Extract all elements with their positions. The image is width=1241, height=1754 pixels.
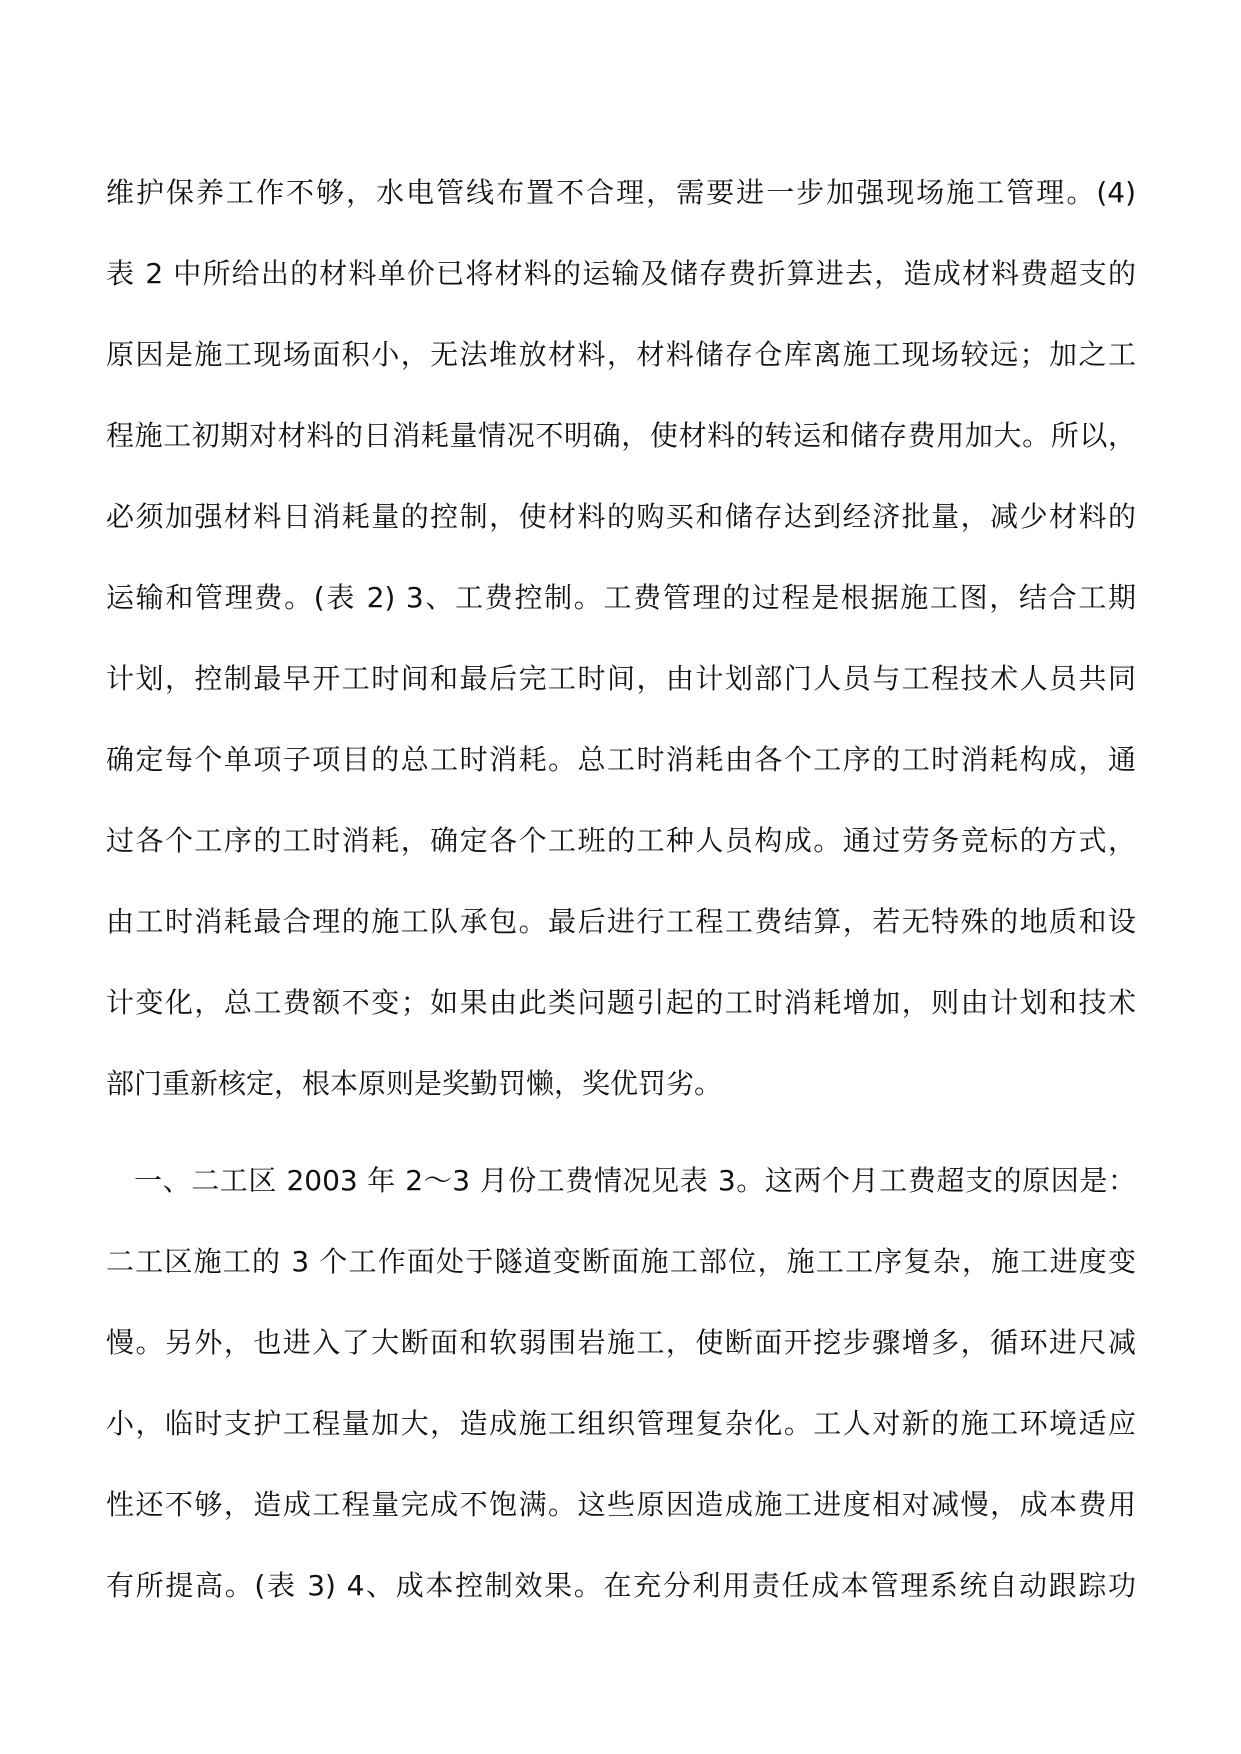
- text-line: 计划，控制最早开工时间和最后完工时间，由计划部门人员与工程技术人员共同: [106, 662, 1136, 695]
- text-line: 一、二工区 2003 年 2～3 月份工费情况见表 3。这两个月工费超支的原因是：: [134, 1164, 1136, 1197]
- text-line: 慢。另外，也进入了大断面和软弱围岩施工，使断面开挖步骤增多，循环进尺减: [106, 1326, 1136, 1359]
- paragraph-labor-cost: [106, 1140, 1136, 1626]
- text-line: 小，临时支护工程量加大，造成施工组织管理复杂化。工人对新的施工环境适应: [106, 1407, 1136, 1440]
- text-line: 有所提高。(表 3) 4、成本控制效果。在充分利用责任成本管理系统自动跟踪功: [106, 1569, 1136, 1602]
- text-line: 必须加强材料日消耗量的控制，使材料的购买和储存达到经济批量，减少材料的: [106, 500, 1136, 533]
- text-line: 部门重新核定，根本原则是奖勤罚懒，奖优罚劣。: [106, 1067, 723, 1100]
- text-line: 过各个工序的工时消耗，确定各个工班的工种人员构成。通过劳务竞标的方式，: [106, 824, 1136, 857]
- text-line: 计变化，总工费额不变；如果由此类问题引起的工时消耗增加，则由计划和技术: [106, 986, 1136, 1019]
- text-line: 表 2 中所给出的材料单价已将材料的运输及储存费折算进去，造成材料费超支的: [106, 257, 1136, 290]
- text-line: 二工区施工的 3 个工作面处于隧道变断面施工部位，施工工序复杂，施工进度变: [106, 1245, 1136, 1278]
- text-line: 程施工初期对材料的日消耗量情况不明确，使材料的转运和储存费用加大。所以，: [106, 419, 1136, 452]
- text-line: 由工时消耗最合理的施工队承包。最后进行工程工费结算，若无特殊的地质和设: [106, 905, 1136, 938]
- text-line: 确定每个单项子项目的总工时消耗。总工时消耗由各个工序的工时消耗构成，通: [106, 743, 1136, 776]
- text-line: 运输和管理费。(表 2) 3、工费控制。工费管理的过程是根据施工图，结合工期: [106, 581, 1136, 614]
- paragraph-cost-control: [106, 152, 1136, 1124]
- text-line: 原因是施工现场面积小，无法堆放材料，材料储存仓库离施工现场较远；加之工: [106, 338, 1136, 371]
- text-line: 性还不够，造成工程量完成不饱满。这些原因造成施工进度相对减慢，成本费用: [106, 1488, 1136, 1521]
- text-line: 维护保养工作不够，水电管线布置不合理，需要进一步加强现场施工管理。(4): [106, 176, 1136, 209]
